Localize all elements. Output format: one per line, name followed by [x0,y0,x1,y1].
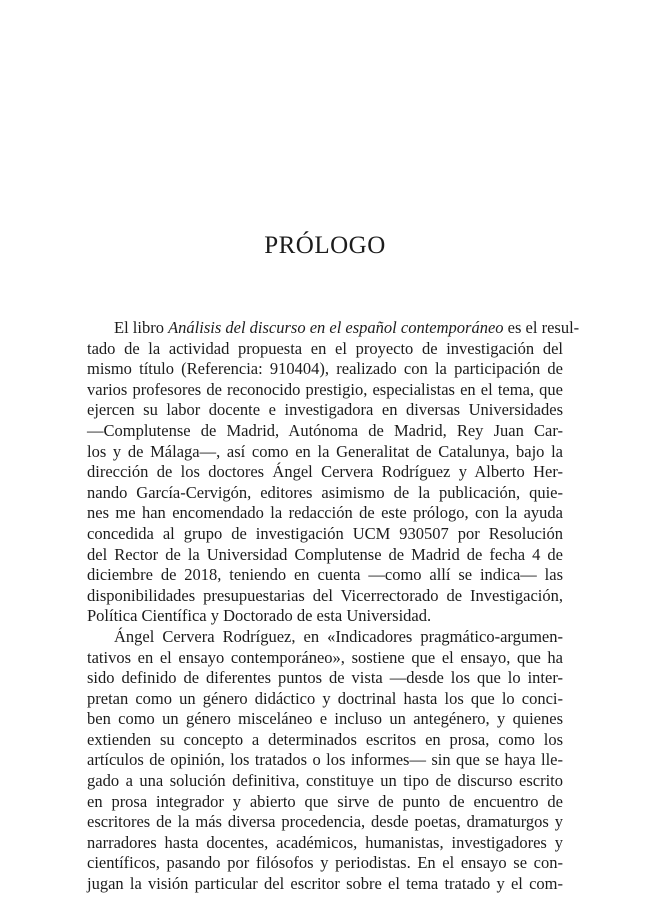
paragraph-1-line: nando García-Cervigón, editores asimismo de la publicación, quie- [87,482,563,502]
paragraph-1-line: varios profesores de reconocido prestigio, especialistas en el tema, que [87,379,563,399]
paragraph-2-line: artículos de opinión, los tratados o los informes— sin que se haya lle- [87,750,563,770]
paragraph-1-line: dirección de los doctores Ángel Cervera Rodríguez y Alberto Her- [87,462,563,482]
paragraph-2-line: científicos, pasando por filósofos y periodistas. En el ensayo se con- [87,853,563,873]
paragraph-2-line-1 [87,627,563,648]
text-run: Ángel Cervera Rodríguez, en «Indicadores pragmático-argumen- [114,626,563,646]
paragraph-2-line: sido definido de diferentes puntos de vista —desde los que lo inter- [87,668,563,688]
text-run: es el resul- [503,318,580,337]
page-title: PRÓLOGO [264,232,386,259]
paragraph-1-line: concedida al grupo de investigación UCM 930507 por Resolución [87,523,563,543]
paragraph-2-line: narradores hasta docentes, académicos, humanistas, investigadores y [87,832,563,852]
paragraph-1-line: tado de la actividad propuesta en el proyecto de investigación del [87,338,563,358]
paragraph-2-line: pretan como un género didáctico y doctrinal hasta los que lo conci- [87,688,563,708]
paragraph-1-line: Política Científica y Doctorado de esta Universidad. [87,606,432,626]
paragraph-2-line: gado a una solución definitiva, constituye un tipo de discurso escrito [87,771,563,791]
paragraph-2-line: tativos en el ensayo contemporáneo», sostiene que el ensayo, que ha [87,647,563,667]
paragraph-2-line: extienden su concepto a determinados escritos en prosa, como los [87,729,563,749]
paragraph-1-line: diciembre de 2018, teniendo en cuenta —como allí se indica— las [87,565,563,585]
paragraph-1-line: nes me han encomendado la redacción de este prólogo, con la ayuda [87,503,563,523]
paragraph-2-line: jugan la visión particular del escritor sobre el tema tratado y el com- [87,874,563,894]
paragraph-2-line: ben como un género misceláneo e incluso un antegénero, y quienes [87,709,563,729]
paragraph-1-line: ejercen su labor docente e investigadora en diversas Universidades [87,400,563,420]
paragraph-1-line-1 [87,318,580,339]
paragraph-1-line: —Complutense de Madrid, Autónoma de Madrid, Rey Juan Car- [87,420,563,440]
text-run: El libro [114,318,169,337]
book-title: Análisis del discurso en el español contemporáneo [168,318,504,337]
paragraph-1-line: disponibilidades presupuestarias del Vicerrectorado de Investigación, [87,585,563,605]
body-text [87,318,580,895]
paragraph-2-line: escritores de la más diversa procedencia, desde poetas, dramaturgos y [87,812,563,832]
paragraph-1-line: del Rector de la Universidad Complutense de Madrid de fecha 4 de [87,544,563,564]
paragraph-2-line: en prosa integrador y abierto que sirve de punto de encuentro de [87,791,563,811]
paragraph-1-line: mismo título (Referencia: 910404), realizado con la participación de [87,359,563,379]
paragraph-1-line: los y de Málaga—, así como en la Generalitat de Catalunya, bajo la [87,441,563,461]
